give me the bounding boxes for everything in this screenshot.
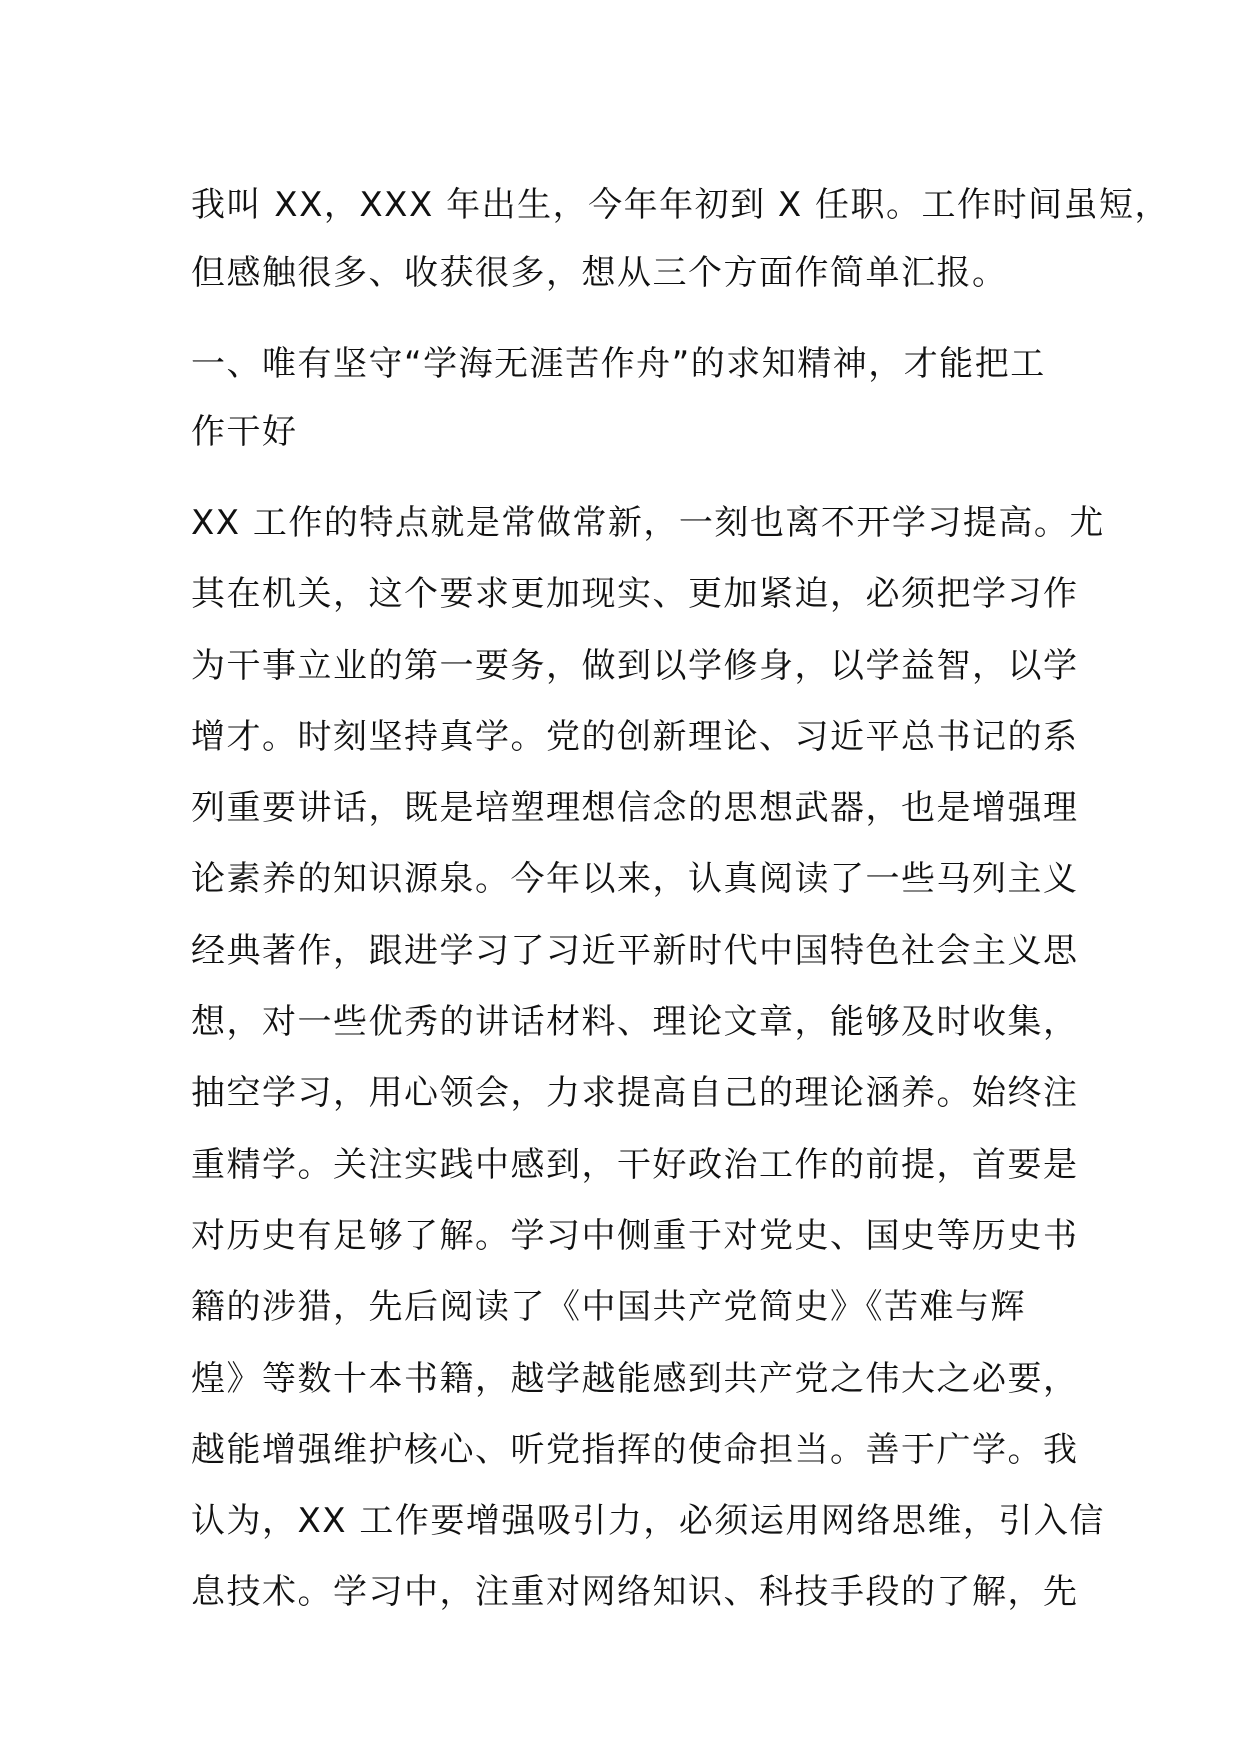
- section-heading: [191, 330, 1063, 466]
- body-line: 籍的涉猎，先后阅读了《中国共产党简史》《苦难与辉: [191, 1287, 1026, 1328]
- body-line: 列重要讲话，既是培塑理想信念的思想武器，也是增强理: [191, 788, 1079, 829]
- body-line: 经典著作，跟进学习了习近平新时代中国特色社会主义思: [191, 930, 1079, 971]
- body-line: 认为，XX 工作要增强吸引力，必须运用网络思维，引入信: [191, 1501, 1105, 1542]
- body-line: 论素养的知识源泉。今年以来，认真阅读了一些马列主义: [191, 859, 1079, 900]
- body-line: 越能增强维护核心、听党指挥的使命担当。善于广学。我: [191, 1429, 1079, 1470]
- body-paragraph: [191, 488, 1105, 1629]
- body-line: XX 工作的特点就是常做常新，一刻也离不开学习提高。尤: [191, 503, 1105, 543]
- body-line: 为干事立业的第一要务，做到以学修身，以学益智，以学: [191, 645, 1079, 686]
- section-heading-line: 一、唯有坚守“学海无涯苦作舟”的求知精神，才能把工: [191, 344, 1046, 384]
- body-line: 息技术。学习中，注重对网络知识、科技手段的了解，先: [191, 1572, 1079, 1613]
- body-line: 对历史有足够了解。学习中侧重于对党史、国史等历史书: [191, 1215, 1079, 1256]
- body-line: 重精学。关注实践中感到，干好政治工作的前提，首要是: [191, 1144, 1079, 1185]
- intro-line: 我叫 XX，XXX 年出生，今年年初到 X 任职。工作时间虽短，: [191, 185, 1170, 225]
- body-line: 抽空学习，用心领会，力求提高自己的理论涵养。始终注: [191, 1073, 1079, 1114]
- body-line: 煌》等数十本书籍，越学越能感到共产党之伟大之必要，: [191, 1358, 1079, 1399]
- body-line: 增才。时刻坚持真学。党的创新理论、习近平总书记的系: [191, 716, 1079, 757]
- body-line: 想，对一些优秀的讲话材料、理论文章，能够及时收集，: [191, 1002, 1079, 1043]
- section-heading-line: 作干好: [191, 412, 298, 452]
- intro-paragraph: [191, 171, 1170, 307]
- body-line: 其在机关，这个要求更加现实、更加紧迫，必须把学习作: [191, 574, 1079, 615]
- intro-line: 但感触很多、收获很多，想从三个方面作简单汇报。: [191, 253, 1008, 293]
